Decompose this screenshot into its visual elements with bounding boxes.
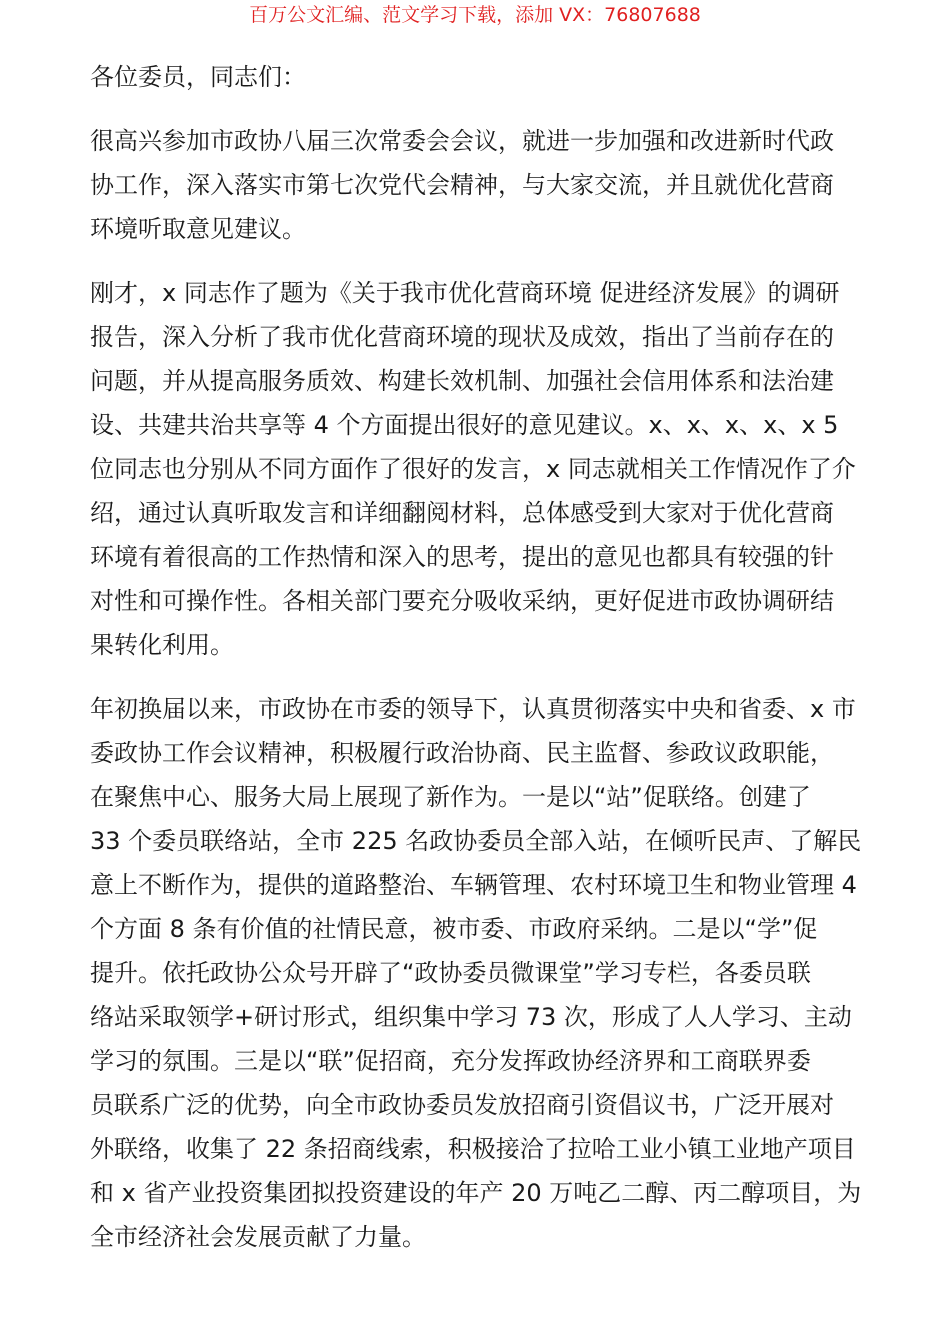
text-line: 果转化利用。 bbox=[90, 631, 234, 659]
text-line: 33 个委员联络站，全市 225 名政协委员全部入站，在倾听民声、了解民 bbox=[90, 827, 862, 855]
text-line: 对性和可操作性。各相关部门要充分吸收采纳，更好促进市政协调研结 bbox=[90, 587, 834, 615]
paragraph-2 bbox=[90, 271, 905, 667]
paragraph-3 bbox=[90, 687, 905, 1259]
text-line: 位同志也分别从不同方面作了很好的发言，x 同志就相关工作情况作了介 bbox=[90, 455, 856, 483]
text-line: 绍，通过认真听取发言和详细翻阅材料，总体感受到大家对于优化营商 bbox=[90, 499, 834, 527]
text-line: 年初换届以来，市政协在市委的领导下，认真贯彻落实中央和省委、x 市 bbox=[90, 695, 856, 723]
text-line: 报告，深入分析了我市优化营商环境的现状及成效，指出了当前存在的 bbox=[90, 323, 834, 351]
text-line: 委政协工作会议精神，积极履行政治协商、民主监督、参政议政职能， bbox=[90, 739, 834, 767]
text-line: 提升。依托政协公众号开辟了“政协委员微课堂”学习专栏，各委员联 bbox=[90, 959, 811, 987]
paragraph-1 bbox=[90, 119, 905, 251]
text-line: 在聚焦中心、服务大局上展现了新作为。一是以“站”促联络。创建了 bbox=[90, 783, 811, 811]
text-line: 个方面 8 条有价值的社情民意，被市委、市政府采纳。二是以“学”促 bbox=[90, 915, 818, 943]
text-line: 和 x 省产业投资集团拟投资建设的年产 20 万吨乙二醇、丙二醇项目，为 bbox=[90, 1179, 862, 1207]
text-line: 络站采取领学+研讨形式，组织集中学习 73 次，形成了人人学习、主动 bbox=[90, 1003, 852, 1031]
text-line: 协工作，深入落实市第七次党代会精神，与大家交流，并且就优化营商 bbox=[90, 171, 834, 199]
text-line: 环境听取意见建议。 bbox=[90, 215, 306, 243]
document-body bbox=[90, 55, 905, 1279]
text-line: 外联络，收集了 22 条招商线索，积极接洽了拉哈工业小镇工业地产项目 bbox=[90, 1135, 856, 1163]
text-line: 员联系广泛的优势，向全市政协委员发放招商引资倡议书，广泛开展对 bbox=[90, 1091, 834, 1119]
text-line: 学习的氛围。三是以“联”促招商，充分发挥政协经济界和工商联界委 bbox=[90, 1047, 811, 1075]
text-line: 意上不断作为，提供的道路整治、车辆管理、农村环境卫生和物业管理 4 bbox=[90, 871, 857, 899]
header-banner: 百万公文汇编、范文学习下载，添加 VX：76807688 bbox=[249, 4, 701, 26]
text-line: 设、共建共治共享等 4 个方面提出很好的意见建议。x、x、x、x、x 5 bbox=[90, 411, 839, 439]
text-line: 环境有着很高的工作热情和深入的思考，提出的意见也都具有较强的针 bbox=[90, 543, 834, 571]
salutation: 各位委员，同志们： bbox=[90, 63, 306, 91]
text-line: 全市经济社会发展贡献了力量。 bbox=[90, 1223, 426, 1251]
text-line: 很高兴参加市政协八届三次常委会会议，就进一步加强和改进新时代政 bbox=[90, 127, 834, 155]
text-line: 刚才，x 同志作了题为《关于我市优化营商环境 促进经济发展》的调研 bbox=[90, 279, 840, 307]
text-line: 问题，并从提高服务质效、构建长效机制、加强社会信用体系和法治建 bbox=[90, 367, 834, 395]
